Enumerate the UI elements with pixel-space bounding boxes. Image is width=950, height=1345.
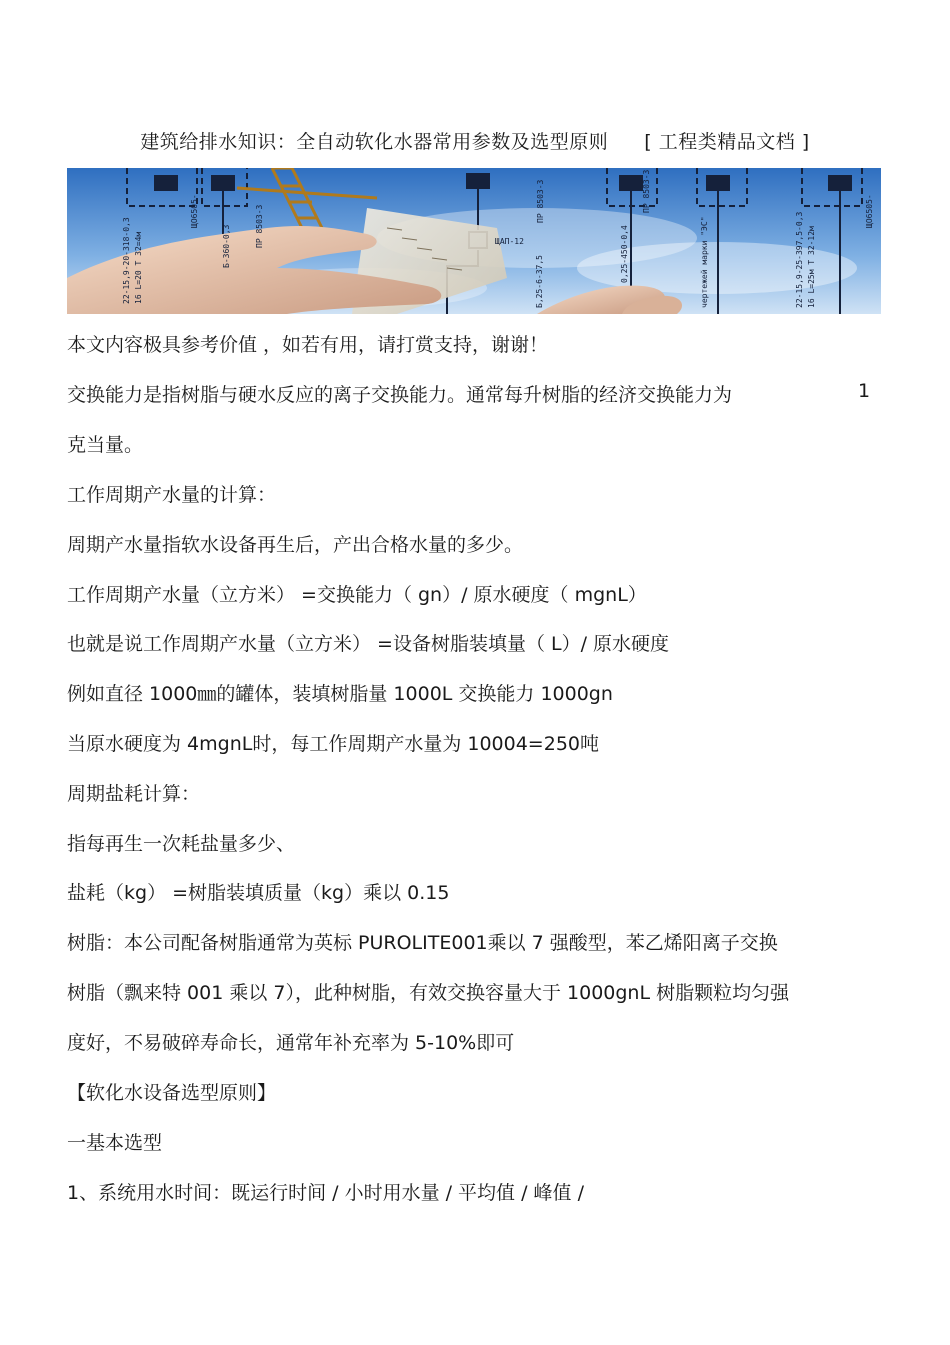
banner-label: Б-360-0,3 (222, 224, 231, 268)
body-line: 克当量。 (67, 434, 144, 456)
banner-label: ЩАП-12 (495, 237, 524, 246)
banner-label: ЩО6505- (865, 194, 874, 228)
banner-label: 22-15,9-25-397,5-0,3 (795, 211, 804, 308)
banner-label: Б,25-6-37,5 (535, 255, 544, 308)
intro-line: 本文内容极具参考价值 ，如若有用，请打赏支持，谢谢！ (67, 334, 549, 356)
example-line: 当原水硬度为 4mgnL时，每工作周期产水量为 10004=250吨 (67, 733, 599, 755)
banner-label: ЩО6505- (190, 194, 199, 228)
banner-label: 16 L=25м T 32-12м (807, 226, 816, 308)
banner-label: ПР 8503-3 (642, 169, 651, 213)
banner-label: 16 L=20 T 32=4м (134, 231, 143, 304)
body-line: 交换能力是指树脂与硬水反应的离子交换能力。通常每升树脂的经济交换能力为 (67, 384, 733, 406)
body-line: 度好，不易破碎寿命长，通常年补充率为 5-10%即可 (67, 1032, 515, 1054)
formula-line: 也就是说工作周期产水量（立方米） =设备树脂装填量（ L）/ 原水硬度 (67, 633, 670, 655)
banner-label: чертежей марки "ЭС" (700, 216, 709, 308)
body-line: 周期产水量指软水设备再生后，产出合格水量的多少。 (67, 534, 524, 556)
banner-label: ПР 8503-3 (536, 179, 545, 223)
banner-illustration (67, 168, 881, 314)
section-heading: 周期盐耗计算： (67, 783, 201, 805)
section-heading: 【软化水设备选型原则】 (67, 1082, 277, 1104)
banner-image (67, 168, 881, 314)
document-title (0, 127, 950, 154)
banner-label: 0,25-450-0,4 (620, 225, 629, 283)
body-line-tail: 1 (858, 380, 871, 402)
example-line: 例如直径 1000㎜的罐体，装填树脂量 1000L 交换能力 1000gn (67, 683, 613, 705)
body-line: 树脂（飘来特 001 乘以 7），此种树脂，有效交换容量大于 1000gnL 树脂颗粒均匀强 (67, 982, 790, 1004)
subsection-heading: 一基本选型 (67, 1132, 163, 1154)
formula-line: 盐耗（kg） =树脂装填质量（kg）乘以 0.15 (67, 882, 450, 904)
section-heading: 工作周期产水量的计算： (67, 484, 277, 506)
list-item: 1、系统用水时间：既运行时间 / 小时用水量 / 平均值 / 峰值 / (67, 1182, 584, 1204)
body-line: 树脂：本公司配备树脂通常为英标 PUROLITE001乘以 7 强酸型，苯乙烯阳离子交换 (67, 932, 778, 954)
formula-line: 工作周期产水量（立方米） =交换能力（ gn）/ 原水硬度（ mgnL） (67, 584, 647, 606)
title-tag: [ 工程类精品文档 ] (644, 131, 810, 153)
banner-label: ПР 8503-3 (255, 204, 264, 248)
body-line: 指每再生一次耗盐量多少、 (67, 833, 296, 855)
banner-label: 22-15,9-20-318-0,3 (122, 217, 131, 304)
title-text: 建筑给排水知识：全自动软化水器常用参数及选型原则 (140, 131, 609, 153)
